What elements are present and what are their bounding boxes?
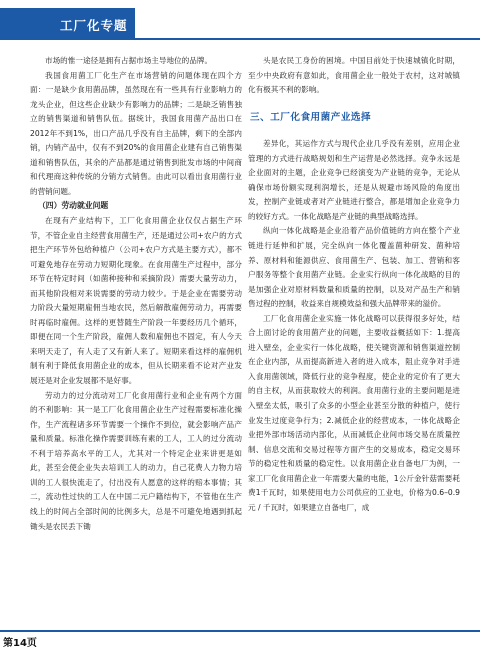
section-header-title: 工厂化专题	[60, 18, 128, 33]
left-paragraph-1: 市场的惟一途径是拥有占据市场主导地位的品牌。	[45, 56, 213, 65]
right-paragraph-1: 头是农民工身份的困境。中国目前处于快速城镇化时期，至少中央政府有意如此，食用菌企业一般处于农村，这对城镇化有极其不利的影响。	[248, 56, 460, 95]
header-rule	[0, 38, 480, 40]
page-number: 第14页	[3, 638, 37, 649]
left-paragraph-4: 劳动力的过分流动对工厂化食用菌行业和企业有两个方面的不利影响：其一是工厂化食用菌企业生产过程需要标准化操作，生产流程诸多环节需要一个操作不到位，就会影响产品产量和质量。标准化操作需要训练有素的工人，工人的过分流动不利于培养高水平的工人，尤其对一个特定企业来讲更是如此，甚至会使企业失去培训工人的动力，自己花费人力物力培训的工人很快流走了，付出没有人愿意的这样的赔本事情；其二，流动性过快的工人在中国二元户籍结构下，不管他在生产线上的时间占全部时间的比例多大，总是不可避免地遇到抓起锄头是农民丢下锄	[30, 390, 242, 531]
left-column	[30, 54, 242, 534]
right-paragraph-4: 工厂化食用菌企业实施一体化战略可以获得很多好处，结合上面讨论的食用菌产业的问题，主要收益概括如下：1.提高进入壁垒，企业实行一体化战略，使关键资源和销售渠道控制在企业内部，从而提高新进入者的进入成本，阻止竞争对手进入食用菌领域，降低行业的竞争程度，使企业的定价有了更大的自主权，从而获取较大的利润。食用菌行业的主要问题是进入壁垒太低，吸引了众多的小型企业甚至分散的种植户，使行业发生过度竞争行为；2.减低企业的经营成本，一体化战略企业把外部市场活动内部化，从而减低企业间市场交易在质量控制、信息交流和交易过程等方面产生的交易成本，稳定交易环节的稳定性和质量的稳定性。以食用菌企业自备电厂为例，一家工厂化食用菌企业一年需要大量的电能，1公斤金针菇需要耗费1千瓦时，如果使用电力公司供应的工业电，价格为0.6–0.9元 / 千瓦时，如果建立自备电厂，成	[248, 313, 460, 512]
left-paragraph-2: 我国食用菌工厂化生产在市场营销的问题体现在四个方面：一是缺少食用菌品牌，虽然现在有一些具有行业影响力的龙头企业，但这些企业缺少有影响力的品牌；二是缺乏销售独立的销售渠道和销售队伍。据统计，我国食用菌产品出口在2012年不到1%，出口产品几乎没有自主品牌，剩下的全部内销，内销产品中，仅有不到20%的食用菌企业建有自己销售渠道和销售队伍，其余的产品都是通过销售到批发市场的中间商和代理商这种传统的分销方式销售。由此可以看出食用菌行业的营销问题。	[30, 70, 242, 196]
right-paragraph-3: 纵向一体化战略是企业沿着产品价值链的方向在整个产业链进行延伸和扩展，完全纵向一体化覆盖菌种研发、菌种培养、原材料和能源供应、食用菌生产、包装、加工、营销和客户服务等整个食用菌产业链。企业实行纵向一体化战略的目的是加强企业对原材料数量和质量的控制，以及对产品生产和销售过程的控制，收益来自规模效益和强大品牌带来的溢价。	[248, 226, 460, 309]
subsection-heading: （四）劳动就业问题	[38, 201, 109, 211]
footer-rule	[0, 630, 480, 632]
section-heading: 三、工厂化食用菌产业选择	[250, 111, 372, 123]
right-column	[248, 54, 460, 515]
right-paragraph-2: 差异化，其运作方式与现代企业几乎没有差别，应用企业管理的方式进行战略规划和生产运营是必然选择。竞争永远是企业面对的主题，企业竞争已经演变为产业链的竞争，无论从确保市场份额实现利润增长，还是从规避市场风险的角度出发，控制产业链或者对产业链进行整合，都是增加企业竞争力的较好方式。一体化战略是产业链的典型战略选择。	[248, 139, 460, 221]
left-paragraph-3: 在现有产业结构下，工厂化食用菌企业仅仅占据生产环节，不管企业自主经营食用菌生产，还是通过公司+农户的方式把生产环节外包给种植户（公司+农户方式是主要方式），都不可避免地存在劳动力短期化现象。在食用菌生产过程中，部分环节在特定时间（如菌种接种和采摘阶段）需要大量劳动力，而其他阶段相对来说需要的劳动力较少。于是企业在需要劳动力阶段大量短期雇佣当地农民，然后解散雇佣劳动力，再需要时再临时雇佣。这样的更替随生产阶段一年要经历几个循环，即便在同一个生产阶段，雇佣人数和雇佣也不固定，有人今天来明天走了，有人走了又有新人来了。短期来看这样的雇佣机制有利于降低食用菌企业的成本，但从长期来看不论对产业发展还是对企业发展都不是好事。	[30, 216, 242, 386]
